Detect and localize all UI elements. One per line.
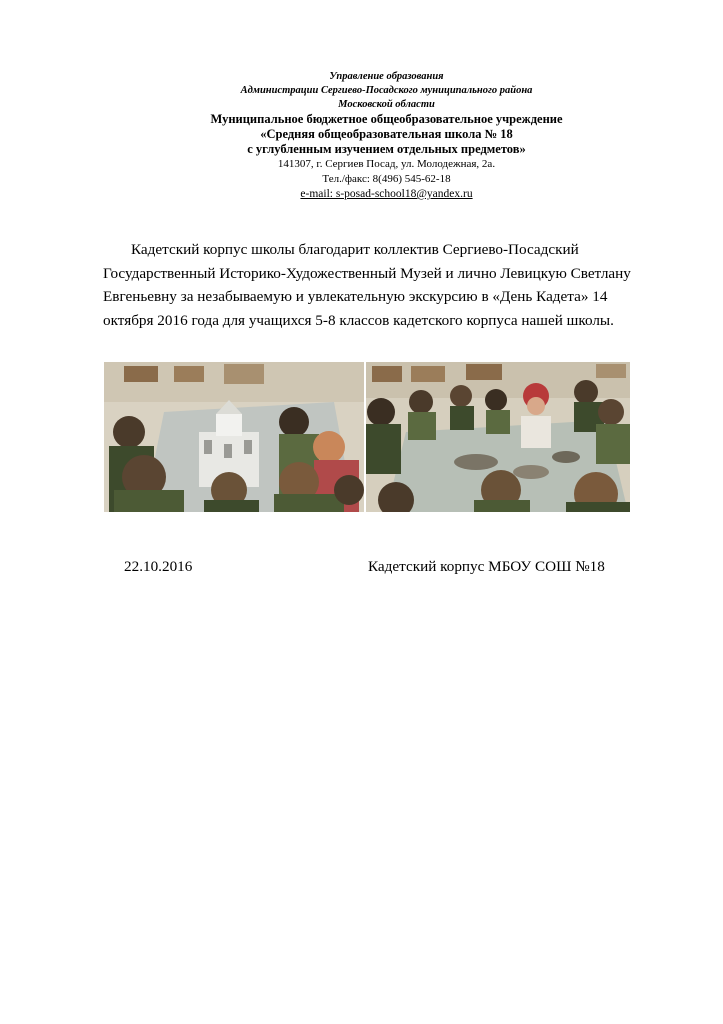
photo-museum-guide bbox=[366, 362, 630, 512]
letter-date: 22.10.2016 bbox=[124, 558, 193, 575]
photo-museum-model bbox=[104, 362, 364, 512]
letterhead bbox=[0, 70, 723, 202]
letterhead-school-profile: с углубленным изучением отдельных предметов» bbox=[247, 142, 526, 156]
letterhead-phone: Тел./факс: 8(496) 545-62-18 bbox=[322, 173, 451, 185]
letterhead-address: 141307, г. Сергиев Посад, ул. Молодежная, 2а. bbox=[277, 158, 496, 170]
letterhead-department: Управление образования bbox=[329, 71, 444, 82]
letter-signature: Кадетский корпус МБОУ СОШ №18 bbox=[368, 558, 605, 575]
letterhead-school-name: «Средняя общеобразовательная школа № 18 bbox=[260, 127, 513, 141]
letterhead-institution-type: Муниципальное бюджетное общеобразовательное учреждение bbox=[210, 112, 563, 126]
letterhead-region: Московской области bbox=[338, 99, 435, 110]
letterhead-administration: Администрации Сергиево-Посадского муниципального района bbox=[240, 85, 533, 96]
letterhead-email[interactable]: e-mail: s-posad-school18@yandex.ru bbox=[300, 188, 473, 200]
thanks-paragraph: Кадетский корпус школы благодарит коллектив Сергиево-Посадский Государственный Историко-Художественный Музей и лично Левицкую Светлану Евгеньевну за незабываемую и увлекательную экскурсию в «День Кадета» 14 октября 2016 года для учащихся 5-8 классов кадетского корпуса нашей школы. bbox=[103, 241, 631, 329]
